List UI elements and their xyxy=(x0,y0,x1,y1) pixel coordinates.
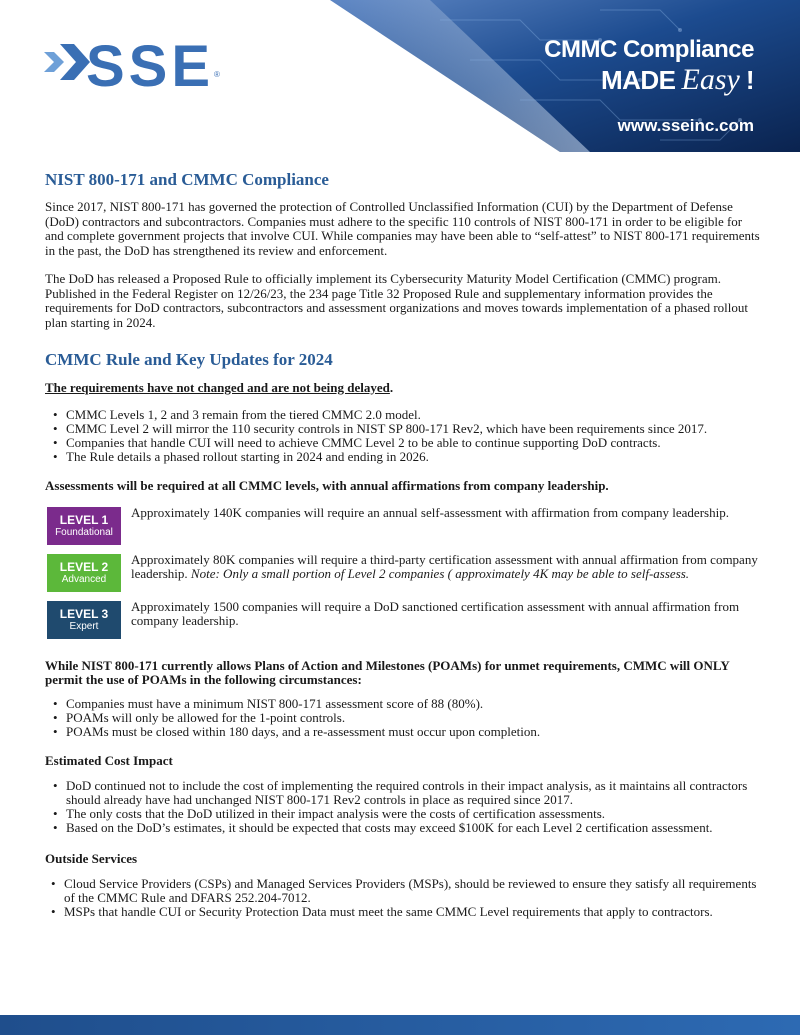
banner-made: MADE xyxy=(600,65,676,95)
paragraph-nist-intro: Since 2017, NIST 800-171 has governed the protection of Controlled Unclassified Information (CUI) by the Department of Defense (DoD) contractors and subcontractors. Companies must adhere to the specific 110 controls of NIST 800-171 in order to be eligible for and complete government projects that involve CUI. While companies may have been able to “self-attest” to NIST 800-171 requirements in the past, the DoD has strengthened its review and enforcement. xyxy=(45,199,760,258)
subhead-poams: While NIST 800-171 currently allows Plans of Action and Milestones (POAMs) for unmet requirements, CMMC will ONLY permit the use of POAMs in the following circumstances: xyxy=(45,658,730,687)
level-3-title: LEVEL 3 xyxy=(59,607,109,621)
level-2-text: Approximately 80K companies will require a third-party certification assessment with annual affirmation from company leadership. xyxy=(131,552,758,581)
list-item: • The Rule details a phased rollout starting in 2024 and ending in 2026. xyxy=(53,450,760,464)
cost-list xyxy=(53,779,760,835)
subhead-outside-services: Outside Services xyxy=(45,851,138,866)
list-item: • POAMs must be closed within 180 days, and a re-assessment must occur upon completion. xyxy=(53,725,760,739)
sse-logo-text: SSE xyxy=(86,34,215,99)
level-2-badge xyxy=(47,554,121,592)
banner-tagline xyxy=(601,63,754,97)
level-row-3 xyxy=(45,600,760,639)
website-url[interactable]: www.sseinc.com xyxy=(617,116,754,135)
section-title-nist: NIST 800-171 and CMMC Compliance xyxy=(45,170,329,189)
list-item: • CMMC Levels 1, 2 and 3 remain from the tiered CMMC 2.0 model. xyxy=(53,408,760,422)
level-1-text: Approximately 140K companies will require an annual self-assessment with affirmation from company leadership. xyxy=(131,505,729,520)
subhead-requirements-period: . xyxy=(389,380,394,395)
level-1-title: LEVEL 1 xyxy=(59,513,109,527)
cmmc-levels xyxy=(45,506,760,639)
list-item: • DoD continued not to include the cost of implementing the required controls in their impact analysis, as it maintains all contractors should already have had unchanged NIST 800-171 Rev2 controls in place as required since 2017. xyxy=(53,779,760,807)
section-title-cmmc-updates: CMMC Rule and Key Updates for 2024 xyxy=(45,350,333,369)
level-row-2 xyxy=(45,553,760,592)
list-item: • Cloud Service Providers (CSPs) and Managed Services Providers (MSPs), should be reviewed to ensure they satisfy all requirements of the CMMC Rule and DFARS 252.204-7012. xyxy=(51,877,760,905)
footer-bar xyxy=(0,1015,800,1035)
level-3-description xyxy=(131,600,760,628)
level-2-description xyxy=(131,553,760,581)
level-3-text: Approximately 1500 companies will require a DoD sanctioned certification assessment with annual affirmation from company leadership. xyxy=(131,599,740,628)
banner-bang: ! xyxy=(745,65,754,95)
level-3-subtitle: Expert xyxy=(69,621,99,632)
sse-logo-chevron xyxy=(44,44,90,80)
list-item: • Companies that handle CUI will need to achieve CMMC Level 2 to be able to continue supporting DoD contracts. xyxy=(53,436,760,450)
paragraph-dod-rule: The DoD has released a Proposed Rule to officially implement its Cybersecurity Maturity Model Certification (CMMC) program. Published in the Federal Register on 12/26/23, the 234 page Title 32 Proposed Rule and supplementary information provides the requirements for DoD contractors, subcontractors and assessment organizations and moves towards implementation of a phased rollout plan starting in 2024. xyxy=(45,271,749,330)
level-2-title: LEVEL 2 xyxy=(59,560,109,574)
subhead-requirements xyxy=(45,380,760,396)
level-1-description xyxy=(131,506,729,520)
level-1-badge xyxy=(47,507,121,545)
list-item: • Based on the DoD’s estimates, it should be expected that costs may exceed $100K for each Level 2 certification assessment. xyxy=(53,821,760,835)
registered-mark: ® xyxy=(214,70,220,79)
list-item: • Companies must have a minimum NIST 800-171 assessment score of 88 (80%). xyxy=(53,697,760,711)
subhead-requirements-text: The requirements have not changed and are not being delayed xyxy=(45,380,390,395)
banner-easy: Easy xyxy=(681,63,740,96)
document-body xyxy=(45,170,760,933)
list-item: • MSPs that handle CUI or Security Protection Data must meet the same CMMC Level requirements that apply to contractors. xyxy=(51,905,760,919)
level-3-badge xyxy=(47,601,121,639)
banner-title: CMMC Compliance xyxy=(544,36,754,63)
list-item: • POAMs will only be allowed for the 1-point controls. xyxy=(53,711,760,725)
poam-list xyxy=(53,697,760,739)
page-header xyxy=(0,0,800,152)
subhead-cost-impact: Estimated Cost Impact xyxy=(45,753,173,768)
subhead-assessments: Assessments will be required at all CMMC levels, with annual affirmations from company leadership. xyxy=(45,478,609,493)
outside-services-list xyxy=(51,877,760,919)
level-2-note: Note: Only a small portion of Level 2 companies ( approximately 4K may be able to self-assess. xyxy=(190,566,690,581)
list-item: • CMMC Level 2 will mirror the 110 security controls in NIST SP 800-171 Rev2, which have been requirements since 2017. xyxy=(53,422,760,436)
level-row-1 xyxy=(45,506,760,545)
level-2-subtitle: Advanced xyxy=(61,574,107,585)
list-item: • The only costs that the DoD utilized in their impact analysis were the costs of certification assessments. xyxy=(53,807,760,821)
requirements-list xyxy=(53,408,760,464)
level-1-subtitle: Foundational xyxy=(55,527,113,538)
